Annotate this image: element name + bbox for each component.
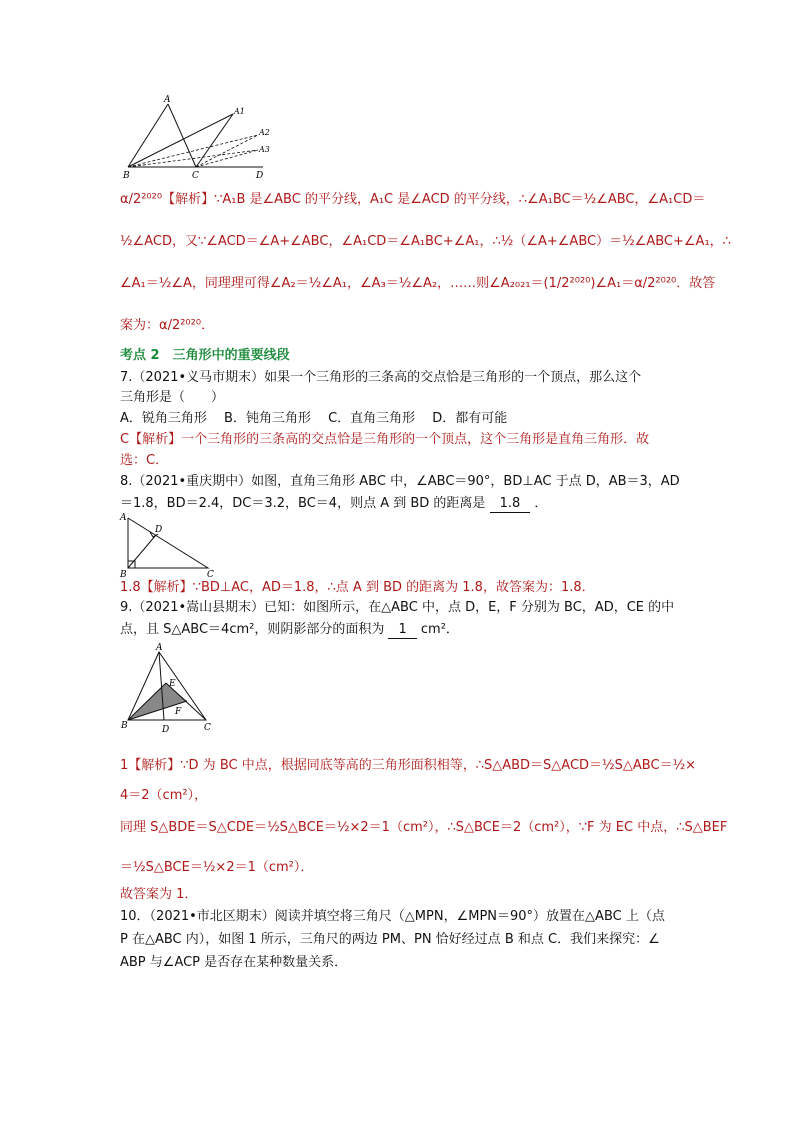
solution-6-line-2: ½∠ACD，又∵∠ACD＝∠A+∠ABC，∠A₁CD＝∠A₁BC+∠A₁，∴½（∠A+∠ABC）＝½∠ABC+∠A₁，∴ bbox=[120, 234, 731, 249]
answer-9-line-5: 故答案为 1． bbox=[120, 887, 198, 902]
section-title: 考点 2 三角形中的重要线段 bbox=[120, 348, 290, 363]
label-C: C bbox=[192, 171, 199, 181]
label-D: D bbox=[162, 725, 170, 735]
solution-6-line-1: α/2²⁰²⁰【解析】∵A₁B 是∠ABC 的平分线，A₁C 是∠ACD 的平分线，∴∠A₁BC＝½∠ABC，∠A₁CD＝ bbox=[120, 192, 706, 207]
answer-9-line-4: ＝½S△BCE＝½×2＝1（cm²）． bbox=[120, 860, 314, 875]
figure-shaded-triangle bbox=[118, 640, 218, 738]
answer-8: 1.8【解析】∵BD⊥AC，AD＝1.8，∴点 A 到 BD 的距离为 1.8，故答案为：1.8． bbox=[120, 580, 595, 595]
question-10-line-2: P 在△ABC 内），如图 1 所示，三角尺的两边 PM、PN 恰好经过点 B 和点 C．我们来探究：∠ bbox=[120, 932, 660, 947]
figure-angle-bisectors bbox=[118, 92, 278, 182]
label-D: D bbox=[155, 525, 163, 535]
label-F: F bbox=[175, 707, 182, 717]
question-9-text: 点，且 S△ABC＝4cm²，则阴影部分的面积为 bbox=[120, 622, 385, 637]
question-8-period: ． bbox=[534, 496, 548, 511]
answer-9-line-2: 4＝2（cm²）， bbox=[120, 788, 208, 803]
question-10-line-1: 10．（2021•市北区期末）阅读并填空将三角尺（△MPN，∠MPN＝90°）放置在△ABC 上（点 bbox=[120, 909, 665, 924]
answer-7-line-2: 选：C． bbox=[120, 453, 169, 468]
question-8-text: ＝1.8，BD＝2.4，DC＝3.2，BC＝4，则点 A 到 BD 的距离是 bbox=[120, 496, 486, 511]
answer-9-line-3: 同理 S△BDE＝S△CDE＝½S△BCE＝½×2＝1（cm²），∴S△BCE＝2（cm²），∵F 为 EC 中点，∴S△BEF bbox=[120, 820, 728, 835]
question-9-line-2 bbox=[120, 620, 680, 640]
label-A: A bbox=[120, 513, 127, 523]
label-A: A bbox=[156, 643, 163, 653]
question-7-line-2: 三角形是（ ） bbox=[120, 390, 225, 405]
label-B: B bbox=[121, 721, 128, 731]
question-10-line-3: ABP 与∠ACP 是否存在某种数量关系． bbox=[120, 955, 348, 970]
answer-blank-9: 1 bbox=[388, 622, 416, 639]
answer-blank-8: 1.8 bbox=[490, 496, 531, 513]
figure-right-triangle bbox=[118, 510, 218, 578]
label-A1: A1 bbox=[234, 107, 245, 116]
question-7-line-1: 7.（2021•义马市期末）如果一个三角形的三条高的交点恰是三角形的一个顶点，那么这个 bbox=[120, 370, 642, 385]
label-B: B bbox=[120, 570, 127, 578]
label-D: D bbox=[256, 171, 264, 181]
question-7-options: A．锐角三角形 B．钝角三角形 C．直角三角形 D．都有可能 bbox=[120, 411, 508, 426]
question-9-line-1: 9.（2021•嵩山县期末）已知：如图所示，在△ABC 中，点 D，E，F 分别为 BC，AD，CE 的中 bbox=[120, 600, 675, 615]
label-A: A bbox=[164, 95, 171, 105]
label-B: B bbox=[123, 171, 130, 181]
label-E: E bbox=[169, 679, 176, 689]
label-A3: A3 bbox=[259, 145, 270, 154]
question-9-unit: cm²． bbox=[420, 622, 459, 637]
solution-6-line-3: ∠A₁＝½∠A，同理理可得∠A₂＝½∠A₁，∠A₃＝½∠A₂，……则∠A₂₀₂₁＝(1/2²⁰²⁰)∠A₁＝α/2²⁰²⁰．故答 bbox=[120, 276, 716, 291]
label-A2: A2 bbox=[259, 128, 270, 137]
question-8-line-1: 8.（2021•重庆期中）如图，直角三角形 ABC 中，∠ABC＝90°，BD⊥AC 于点 D，AB＝3，AD bbox=[120, 474, 680, 489]
solution-6-line-4: 案为：α/2²⁰²⁰． bbox=[120, 318, 215, 333]
label-C: C bbox=[207, 570, 214, 578]
answer-7-line-1: C【解析】一个三角形的三条高的交点恰是三角形的一个顶点，这个三角形是直角三角形．故 bbox=[120, 432, 650, 447]
answer-9-line-1: 1【解析】∵D 为 BC 中点，根据同底等高的三角形面积相等，∴S△ABD＝S△ACD＝½S△ABC＝½× bbox=[120, 758, 697, 773]
label-C: C bbox=[204, 723, 211, 733]
